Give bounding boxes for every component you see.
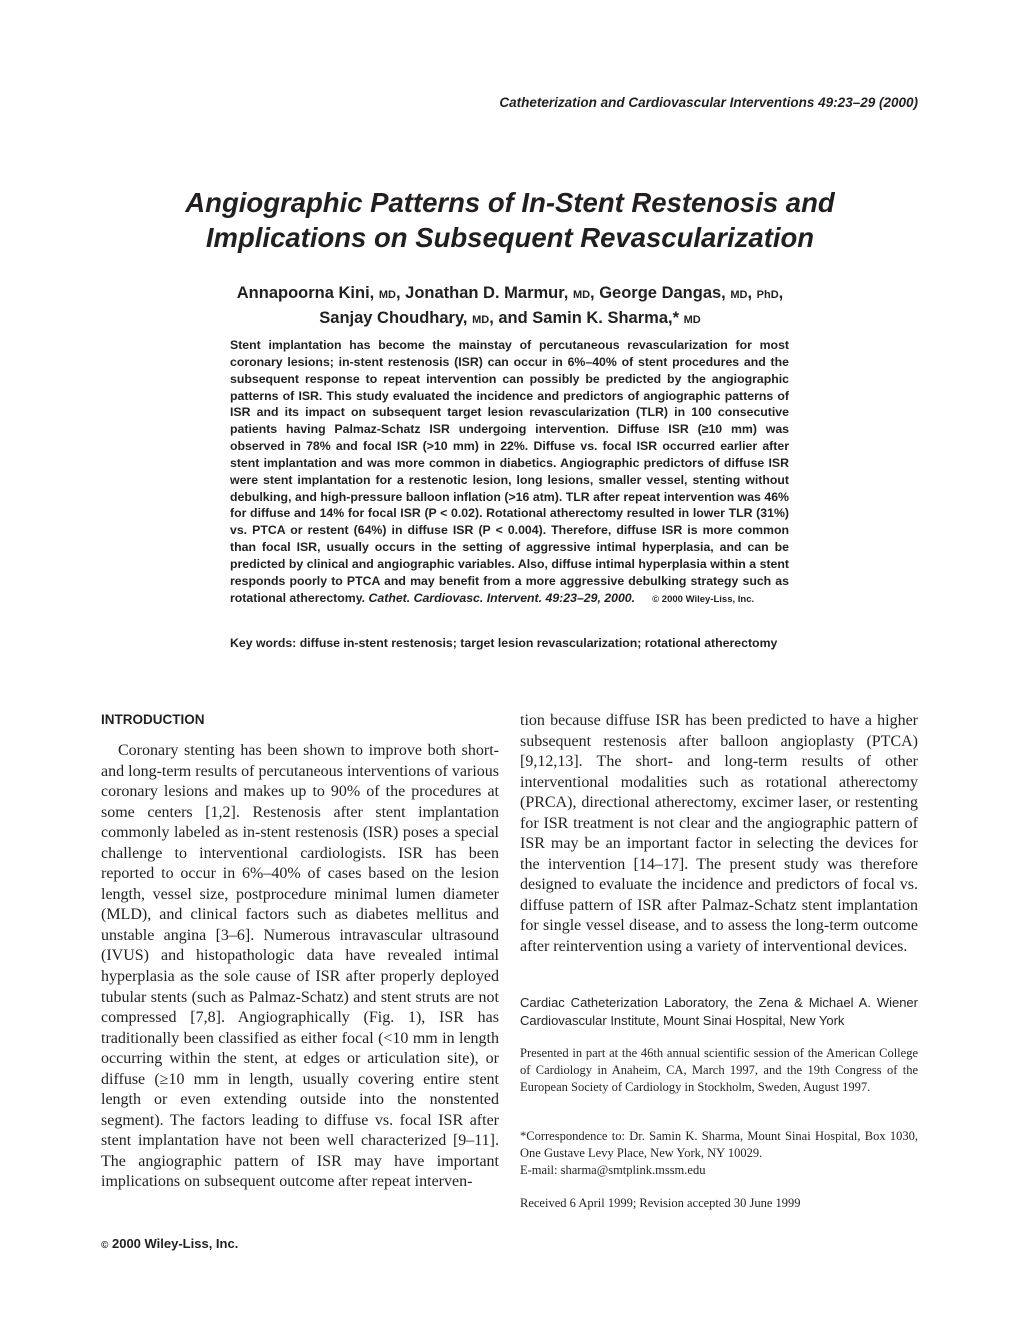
author-list: Annapoorna Kini, MD, Jonathan D. Marmur, MD, George Dangas, MD, PhD, Sanjay Choudhary, MD, and Samin K. Sharma,* MD bbox=[236, 284, 784, 327]
author-degree: MD bbox=[472, 314, 490, 326]
correspondence-email: E-mail: sharma@smtplink.mssm.edu bbox=[520, 1162, 706, 1177]
section-heading-introduction: INTRODUCTION bbox=[101, 712, 205, 727]
presentation-note: Presented in part at the 46th annual scientific session of the American College of Cardiology in Anaheim, CA, March 1997, and the 19th Congress of the European Society of Cardiology in Stockholm, Sweden, August 1997. bbox=[520, 1046, 918, 1094]
author-degree: MD bbox=[378, 289, 396, 301]
copyright-text: 2000 Wiley-Liss, Inc. bbox=[108, 1236, 239, 1251]
abstract-citation: Cathet. Cardiovasc. Intervent. 49:23–29, 2000. bbox=[368, 590, 636, 605]
author-degree: MD bbox=[683, 314, 701, 326]
received-dates: Received 6 April 1999; Revision accepted 30 June 1999 bbox=[520, 1196, 801, 1210]
copyright-symbol: © bbox=[101, 1240, 109, 1251]
affiliation: Cardiac Catheterization Laboratory, the Zena & Michael A. Wiener Cardiovascular Institute, Mount Sinai Hospital, New York bbox=[520, 995, 918, 1028]
title-line-1: Angiographic Patterns of In-Stent Restenosis and bbox=[185, 187, 835, 218]
abstract-text: Stent implantation has become the mainstay of percutaneous revascularization for most coronary lesions; in-stent restenosis (ISR) can occur in 6%–40% of stent procedures and the subsequent response to repeat intervention can possibly be predicted by the angiographic patterns of ISR. This study evaluated the incidence and predictors of angiographic patterns of ISR and its impact on subsequent target lesion revascularization (TLR) in 100 consecutive patients having Palmaz-Schatz ISR undergoing intervention. Diffuse ISR (≥10 mm) was observed in 78% and focal ISR (>10 mm) in 22%. Diffuse vs. focal ISR occurred earlier after stent implantation and was more common in diabetics. Angiographic predictors of diffuse ISR were stent implantation for a restenotic lesion, long lesions, smaller vessel, stenting without debulking, and high-pressure balloon inflation (>16 atm). TLR after repeat intervention was 46% for diffuse and 14% for focal ISR (P < 0.02). Rotational atherectomy resulted in lower TLR (31%) vs. PTCA or restent (64%) in diffuse ISR (P < 0.004). Therefore, diffuse ISR is more common than focal ISR, usually occurs in the setting of aggressive intimal hyperplasia, and can be predicted by clinical and angiographic variables. Also, diffuse intimal hyperplasia within a stent responds poorly to PTCA and may benefit from a more aggressive debulking strategy such as rotational atherectomy. bbox=[230, 338, 789, 605]
author-name: , George Dangas, bbox=[590, 284, 726, 302]
footer-copyright bbox=[101, 1236, 238, 1251]
abstract bbox=[230, 337, 789, 609]
author-degree: MD bbox=[572, 289, 591, 301]
body-text-left-column: Coronary stenting has been shown to improve both short- and long-term results of percutaneous interventions of various coronary lesions and makes up to 90% of the procedures at some centers [1,2]. Restenosis after stent implantation commonly labeled as in-stent restenosis (ISR) poses a special challenge to interventional cardiologists. ISR has been reported to occur in 6%–40% of cases based on the lesion length, vessel size, postprocedure minimal lumen diameter (MLD), and clinical factors such as diabetes mellitus and unstable angina [3–6]. Numerous intravascular ultrasound (IVUS) and histopathologic data have revealed intimal hyperplasia as the sole cause of ISR after properly deployed tubular stents (such as Palmaz-Schatz) and stent struts are not compressed [7,8]. Angiographically (Fig. 1), ISR has traditionally been classified as either focal (<10 mm in length occurring within the stent, at edges or articulation site), or diffuse (≥10 mm in length, usually covering entire stent length or even extending outside into the nonstented segment). The factors leading to diffuse vs. focal ISR after stent implantation have not been well characterized [9–11]. The angiographic pattern of ISR may have important implications on subsequent outcome after repeat interven- bbox=[101, 742, 499, 1191]
body-text-right-column: tion because diffuse ISR has been predicted to have a higher subsequent restenosis after balloon angioplasty (PTCA) [9,12,13]. The short- and long-term results of other interventional modalities such as rotational atherectomy (PRCA), directional atherectomy, excimer laser, or restenting for ISR treatment is not clear and the angiographic pattern of ISR may be an important factor in selecting the devices for the intervention [14–17]. The present study was therefore designed to evaluate the incidence and predictors of focal vs. diffuse pattern of ISR after Palmaz-Schatz stent implantation for single vessel disease, and to assess the long-term outcome after reintervention using a variety of interventional devices. bbox=[520, 712, 918, 956]
author-name: Annapoorna Kini, bbox=[236, 284, 375, 302]
abstract-copyright: © 2000 Wiley-Liss, Inc. bbox=[652, 593, 755, 605]
author-name: , Jonathan D. Marmur, bbox=[395, 284, 569, 302]
running-head: Catheterization and Cardiovascular Interventions 49:23–29 (2000) bbox=[499, 95, 918, 110]
author-degree: PhD bbox=[756, 289, 779, 301]
article-title bbox=[100, 185, 920, 255]
author-degree: MD bbox=[730, 289, 748, 301]
correspondence-note bbox=[520, 1128, 918, 1178]
correspondence-address: *Correspondence to: Dr. Samin K. Sharma, Mount Sinai Hospital, Box 1030, One Gustave Levy Place, New York, NY 10029. bbox=[520, 1129, 918, 1160]
author-name: , and Samin K. Sharma,* bbox=[489, 309, 680, 327]
keywords: Key words: diffuse in-stent restenosis; target lesion revascularization; rotational atherectomy bbox=[230, 636, 778, 650]
title-line-2: Implications on Subsequent Revascularization bbox=[205, 222, 815, 253]
author-name: Sanjay Choudhary, bbox=[319, 309, 468, 327]
